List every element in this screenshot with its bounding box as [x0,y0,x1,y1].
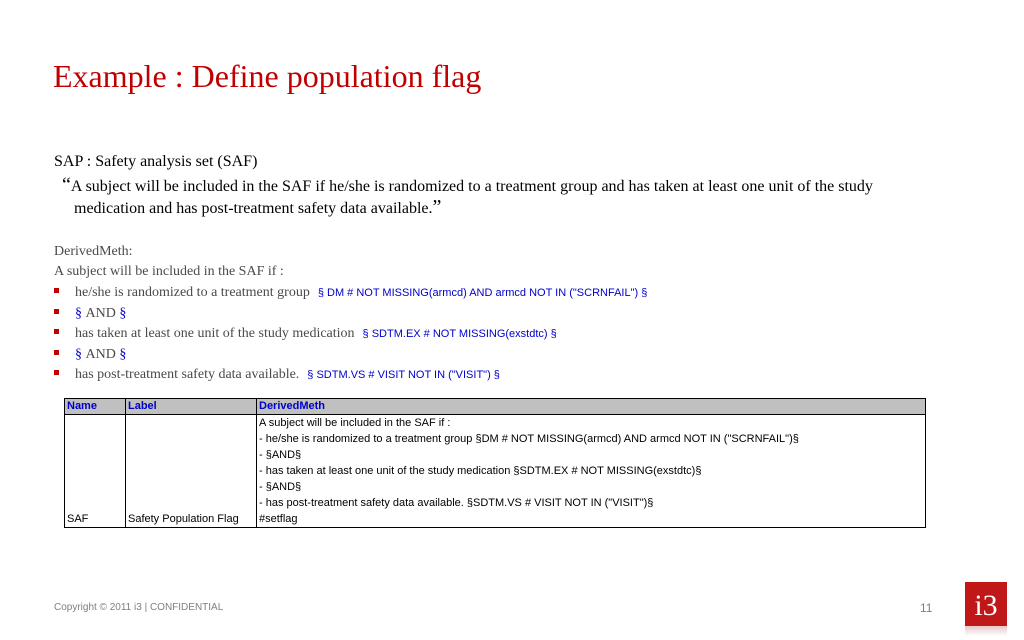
cell-label [126,431,257,447]
cell-label [126,463,257,479]
bullet-marker-icon [54,329,59,334]
bullet-text: has taken at least one unit of the study medication [75,326,355,341]
i3-logo-icon [965,582,1007,626]
table-row [65,447,926,463]
section-sign: § [75,305,82,321]
derived-heading: DerivedMeth: [54,244,133,259]
sap-quote-text: A subject will be included in the SAF if he/she is randomized to a treatment group and has taken at least one unit of the study medication and has post-treatment safety data available. [70,178,873,217]
derived-method-section [54,242,284,282]
list-item [54,324,647,345]
logo-reflection [965,626,1007,636]
table-row [65,415,926,432]
footer-copyright: Copyright © 2011 i3 | CONFIDENTIAL [54,602,224,613]
list-item [54,283,647,304]
bullet-marker-icon [54,350,59,355]
cell-name [65,495,126,511]
bullet-text: AND [85,305,116,321]
cell-derivedmeth: #setflag [257,511,926,528]
bullet-marker-icon [54,288,59,293]
derived-bullet-list [54,283,647,386]
cell-label [126,479,257,495]
table-row [65,479,926,495]
page-number: 11 [920,601,933,615]
cell-derivedmeth: - he/she is randomized to a treatment group §DM # NOT MISSING(armcd) AND armcd NOT IN ("SCRNFAIL")§ [257,431,926,447]
cell-derivedmeth: - has post-treatment safety data available. §SDTM.VS # VISIT NOT IN ("VISIT")§ [257,495,926,511]
open-quote: “ [62,174,71,196]
sap-quote [62,175,942,219]
cell-derivedmeth: A subject will be included in the SAF if : [257,415,926,432]
logo-text: i3 [974,589,998,622]
bullet-text: has post-treatment safety data available. [75,367,300,382]
cell-name [65,415,126,432]
list-item [54,345,647,366]
section-sign: § [119,305,127,321]
bullet-code: § DM # NOT MISSING(armcd) AND armcd NOT IN ("SCRNFAIL") § [317,287,648,299]
slide-title: Example : Define population flag [53,58,482,94]
cell-name [65,447,126,463]
section-sign: § [119,346,127,362]
table-row [65,431,926,447]
header-derivedmeth: DerivedMeth [257,399,926,415]
bullet-code: § SDTM.VS # VISIT NOT IN ("VISIT") § [307,369,500,381]
cell-label: Safety Population Flag [126,511,257,528]
list-item [54,304,647,325]
table-row [65,495,926,511]
cell-name [65,463,126,479]
table-header-row [65,399,926,415]
table-row [65,463,926,479]
cell-derivedmeth: - has taken at least one unit of the study medication §SDTM.EX # NOT MISSING(exstdtc)§ [257,463,926,479]
cell-name [65,479,126,495]
bullet-text: he/she is randomized to a treatment group [75,285,310,300]
sap-label: SAP : Safety analysis set (SAF) [54,153,258,170]
cell-label [126,495,257,511]
cell-name: SAF [65,511,126,528]
section-sign: § [75,346,82,362]
cell-derivedmeth: - §AND§ [257,447,926,463]
list-item [54,365,647,386]
cell-derivedmeth: - §AND§ [257,479,926,495]
bullet-marker-icon [54,370,59,375]
cell-label [126,415,257,432]
bullet-marker-icon [54,309,59,314]
cell-label [126,447,257,463]
bullet-text: AND [85,346,116,362]
define-table [64,398,926,528]
cell-name [65,431,126,447]
close-quote: ” [432,196,442,218]
table-row [65,511,926,528]
bullet-code: § SDTM.EX # NOT MISSING(exstdtc) § [362,328,557,340]
derived-intro: A subject will be included in the SAF if : [54,264,284,279]
header-name: Name [65,399,126,415]
header-label: Label [126,399,257,415]
